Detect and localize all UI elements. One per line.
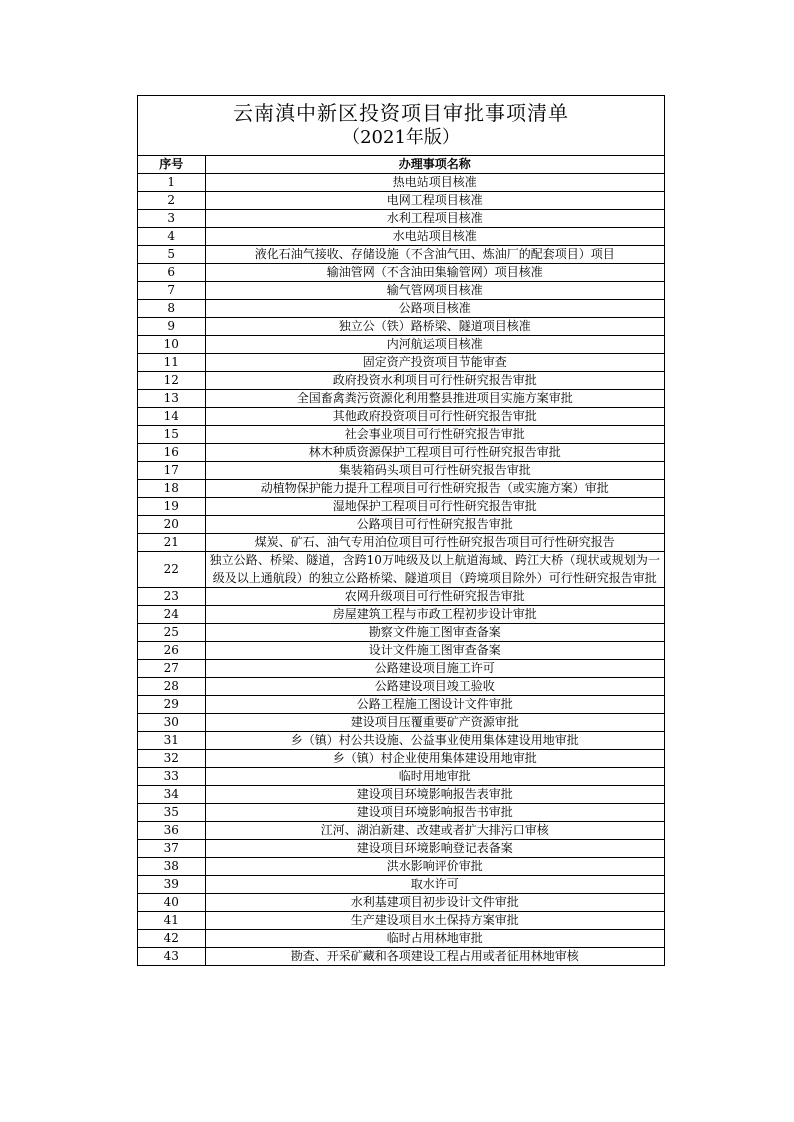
table-row: [138, 408, 664, 426]
table-row: [138, 804, 664, 822]
table-row: [138, 534, 664, 552]
table-row: [138, 318, 664, 336]
row-index: 27: [138, 660, 205, 678]
row-item-name: 勘查、开采矿藏和各项建设工程占用或者征用林地审核: [205, 948, 664, 966]
row-item-name: 集装箱码头项目可行性研究报告审批: [205, 462, 664, 480]
title-block: [138, 96, 664, 156]
row-item-name: 固定资产投资项目节能审查: [205, 354, 664, 372]
row-item-name: 输气管网项目核准: [205, 282, 664, 300]
table-row: [138, 894, 664, 912]
row-index: 34: [138, 786, 205, 804]
row-index: 10: [138, 336, 205, 354]
row-item-name: 公路项目核准: [205, 300, 664, 318]
row-item-name: 临时占用林地审批: [205, 930, 664, 948]
table-row: [138, 282, 664, 300]
row-item-name: 建设项目环境影响登记表备案: [205, 840, 664, 858]
row-index: 1: [138, 174, 205, 192]
column-header-index: 序号: [138, 156, 205, 174]
row-item-name: 公路项目可行性研究报告审批: [205, 516, 664, 534]
row-index: 29: [138, 696, 205, 714]
items-table: [138, 156, 664, 965]
row-item-name: 乡（镇）村公共设施、公益事业使用集体建设用地审批: [205, 732, 664, 750]
row-index: 23: [138, 588, 205, 606]
row-index: 25: [138, 624, 205, 642]
row-item-name: 江河、湖泊新建、改建或者扩大排污口审核: [205, 822, 664, 840]
row-index: 35: [138, 804, 205, 822]
row-index: 37: [138, 840, 205, 858]
row-item-name: 建设项目压覆重要矿产资源审批: [205, 714, 664, 732]
row-item-name: 社会事业项目可行性研究报告审批: [205, 426, 664, 444]
table-row: [138, 678, 664, 696]
row-item-name: 内河航运项目核准: [205, 336, 664, 354]
row-item-name: 动植物保护能力提升工程项目可行性研究报告（或实施方案）审批: [205, 480, 664, 498]
row-item-name: 公路工程施工图设计文件审批: [205, 696, 664, 714]
row-index: 15: [138, 426, 205, 444]
table-row: [138, 768, 664, 786]
table-row: [138, 606, 664, 624]
row-index: 16: [138, 444, 205, 462]
table-row: [138, 948, 664, 966]
row-item-name: 取水许可: [205, 876, 664, 894]
row-index: 7: [138, 282, 205, 300]
table-row: [138, 858, 664, 876]
table-row: [138, 192, 664, 210]
row-item-name: 公路建设项目竣工验收: [205, 678, 664, 696]
table-row: [138, 732, 664, 750]
row-index: 5: [138, 246, 205, 264]
table-row: [138, 372, 664, 390]
row-index: 17: [138, 462, 205, 480]
row-index: 4: [138, 228, 205, 246]
row-item-name: 全国畜禽粪污资源化利用整县推进项目实施方案审批: [205, 390, 664, 408]
row-index: 43: [138, 948, 205, 966]
row-item-name: 其他政府投资项目可行性研究报告审批: [205, 408, 664, 426]
row-index: 30: [138, 714, 205, 732]
table-row: [138, 264, 664, 282]
row-item-name: 建设项目环境影响报告表审批: [205, 786, 664, 804]
table-row: [138, 714, 664, 732]
row-item-name: 输油管网（不含油田集输管网）项目核准: [205, 264, 664, 282]
row-index: 26: [138, 642, 205, 660]
row-item-name: 液化石油气接收、存储设施（不含油气田、炼油厂的配套项目）项目: [205, 246, 664, 264]
row-item-name: 独立公（铁）路桥梁、隧道项目核准: [205, 318, 664, 336]
table-row: [138, 552, 664, 588]
table-header-row: [138, 156, 664, 174]
row-item-name: 水电站项目核准: [205, 228, 664, 246]
row-item-name: 设计文件施工图审查备案: [205, 642, 664, 660]
row-index: 32: [138, 750, 205, 768]
row-index: 12: [138, 372, 205, 390]
row-item-name: 水利工程项目核准: [205, 210, 664, 228]
row-index: 11: [138, 354, 205, 372]
table-row: [138, 174, 664, 192]
row-index: 24: [138, 606, 205, 624]
table-row: [138, 498, 664, 516]
row-item-name: 政府投资水利项目可行性研究报告审批: [205, 372, 664, 390]
row-index: 18: [138, 480, 205, 498]
table-row: [138, 228, 664, 246]
table-row: [138, 642, 664, 660]
row-item-name: 煤炭、矿石、油气专用泊位项目可行性研究报告项目可行性研究报告: [205, 534, 664, 552]
table-row: [138, 480, 664, 498]
table-row: [138, 516, 664, 534]
row-item-name: 房屋建筑工程与市政工程初步设计审批: [205, 606, 664, 624]
table-row: [138, 624, 664, 642]
row-item-name: 公路建设项目施工许可: [205, 660, 664, 678]
table-row: [138, 912, 664, 930]
row-index: 6: [138, 264, 205, 282]
table-row: [138, 390, 664, 408]
table-row: [138, 354, 664, 372]
row-index: 21: [138, 534, 205, 552]
table-row: [138, 462, 664, 480]
table-row: [138, 822, 664, 840]
row-item-name: 电网工程项目核准: [205, 192, 664, 210]
row-index: 14: [138, 408, 205, 426]
document-title: 云南滇中新区投资项目审批事项清单: [233, 101, 569, 125]
table-row: [138, 750, 664, 768]
row-item-name: 乡（镇）村企业使用集体建设用地审批: [205, 750, 664, 768]
row-index: 39: [138, 876, 205, 894]
row-item-name: 勘察文件施工图审查备案: [205, 624, 664, 642]
row-index: 9: [138, 318, 205, 336]
row-index: 19: [138, 498, 205, 516]
row-item-name: 独立公路、桥梁、隧道，含跨10万吨级及以上航道海域、跨江大桥（现状或规划为一级及以上通航段）的独立公路桥梁、隧道项目（跨境项目除外）可行性研究报告审批: [205, 552, 664, 588]
row-item-name: 建设项目环境影响报告书审批: [205, 804, 664, 822]
document-subtitle: （2021年版）: [342, 127, 460, 148]
table-row: [138, 930, 664, 948]
table-row: [138, 246, 664, 264]
row-item-name: 热电站项目核准: [205, 174, 664, 192]
row-item-name: 水利基建项目初步设计文件审批: [205, 894, 664, 912]
row-index: 8: [138, 300, 205, 318]
row-item-name: 洪水影响评价审批: [205, 858, 664, 876]
row-index: 2: [138, 192, 205, 210]
row-index: 31: [138, 732, 205, 750]
table-row: [138, 660, 664, 678]
table-row: [138, 786, 664, 804]
row-item-name: 农网升级项目可行性研究报告审批: [205, 588, 664, 606]
table-row: [138, 588, 664, 606]
row-index: 13: [138, 390, 205, 408]
row-index: 3: [138, 210, 205, 228]
row-index: 33: [138, 768, 205, 786]
table-row: [138, 426, 664, 444]
table-row: [138, 876, 664, 894]
table-row: [138, 840, 664, 858]
row-item-name: 湿地保护工程项目可行性研究报告审批: [205, 498, 664, 516]
row-index: 40: [138, 894, 205, 912]
row-item-name: 生产建设项目水土保持方案审批: [205, 912, 664, 930]
column-header-name: 办理事项名称: [205, 156, 664, 174]
table-row: [138, 444, 664, 462]
row-index: 20: [138, 516, 205, 534]
table-row: [138, 336, 664, 354]
table-row: [138, 210, 664, 228]
row-index: 28: [138, 678, 205, 696]
table-row: [138, 300, 664, 318]
row-item-name: 林木种质资源保护工程项目可行性研究报告审批: [205, 444, 664, 462]
approval-list-sheet: [137, 95, 665, 966]
row-index: 42: [138, 930, 205, 948]
row-index: 41: [138, 912, 205, 930]
row-index: 38: [138, 858, 205, 876]
row-index: 22: [138, 552, 205, 588]
row-item-name: 临时用地审批: [205, 768, 664, 786]
row-index: 36: [138, 822, 205, 840]
table-row: [138, 696, 664, 714]
